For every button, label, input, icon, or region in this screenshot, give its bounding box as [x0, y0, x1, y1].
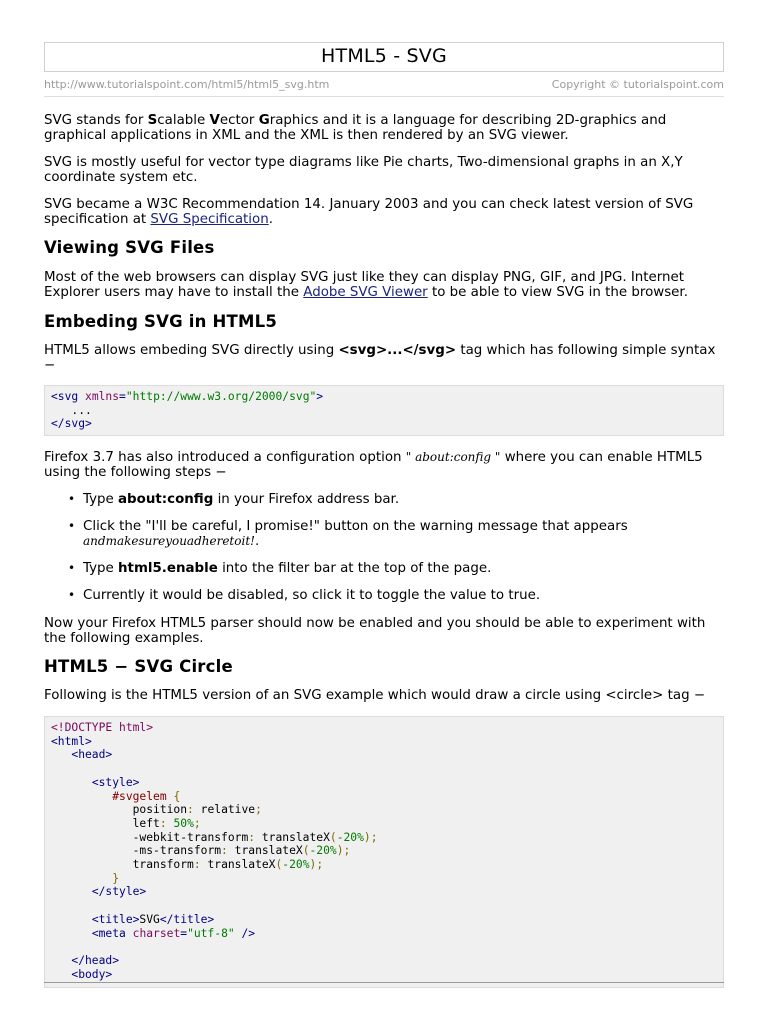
- list-item: • Type about:config in your Firefox address bar.: [68, 492, 400, 507]
- list-item: • Currently it would be disabled, so click it to toggle the value to true.: [68, 588, 541, 603]
- svg-circle-heading: HTML5 − SVG Circle: [44, 657, 233, 676]
- list-item: • Type html5.enable into the filter bar at the top of the page.: [68, 561, 492, 576]
- viewing-svg-heading: Viewing SVG Files: [44, 238, 215, 257]
- document-page: [44, 42, 724, 981]
- embedding-svg-heading: Embeding SVG in HTML5: [44, 312, 278, 331]
- footer-divider: [44, 982, 724, 983]
- intro-paragraph-2: SVG is mostly useful for vector type diagrams like Pie charts, Two-dimensional graphs in an X,Y coordinate system etc.: [44, 155, 683, 185]
- svg-circle-code-block: <!DOCTYPE html> <html> <head> <style> #svgelem { position: relative; left: 50%; -webkit-transform: translateX(-20%); -ms-transform: translateX(-20%); transform: translateX(-20%); } </style> <title>SVG</title> <meta charset="utf-8" /> </head> <body>: [44, 716, 724, 988]
- svg-specification-link[interactable]: SVG Specification: [150, 212, 269, 227]
- adobe-svg-viewer-link[interactable]: Adobe SVG Viewer: [303, 285, 428, 300]
- firefox-steps-list: [44, 492, 724, 603]
- header-divider: [44, 96, 724, 97]
- source-url[interactable]: http://www.tutorialspoint.com/html5/html5_svg.htm: [44, 78, 330, 91]
- copyright-notice: Copyright © tutorialspoint.com: [551, 78, 724, 91]
- svg-syntax-code-block: <svg xmlns="http://www.w3.org/2000/svg"> ... </svg>: [44, 385, 724, 436]
- firefox-paragraph: Firefox 3.7 has also introduced a configuration option " about:config " where you can enable HTML5 using the following steps −: [44, 450, 703, 480]
- firefox-enabled-paragraph: Now your Firefox HTML5 parser should now be enabled and you should be able to experiment with the following examples.: [44, 616, 706, 646]
- svg-circle-paragraph: Following is the HTML5 version of an SVG example which would draw a circle using <circle> tag −: [44, 688, 706, 703]
- viewing-svg-paragraph: Most of the web browsers can display SVG just like they can display PNG, GIF, and JPG. Internet Explorer users may have to install the Adobe SVG Viewer to be able to view SVG in the browser.: [44, 270, 688, 300]
- page-title: HTML5 - SVG: [44, 42, 724, 72]
- intro-paragraph-1: SVG stands for Scalable Vector Graphics and it is a language for describing 2D-graphics and graphical applications in XML and the XML is then rendered by an SVG viewer.: [44, 113, 667, 143]
- intro-paragraph-3: SVG became a W3C Recommendation 14. January 2003 and you can check latest version of SVG specification at SVG Specification.: [44, 197, 694, 227]
- url-bar: [44, 72, 724, 94]
- list-item: • Click the "I'll be careful, I promise!" button on the warning message that appears andmakesureyouadheretoit!.: [68, 519, 628, 549]
- embedding-paragraph: HTML5 allows embeding SVG directly using <svg>...</svg> tag which has following simple syntax −: [44, 343, 716, 373]
- intro-section: [44, 113, 724, 143]
